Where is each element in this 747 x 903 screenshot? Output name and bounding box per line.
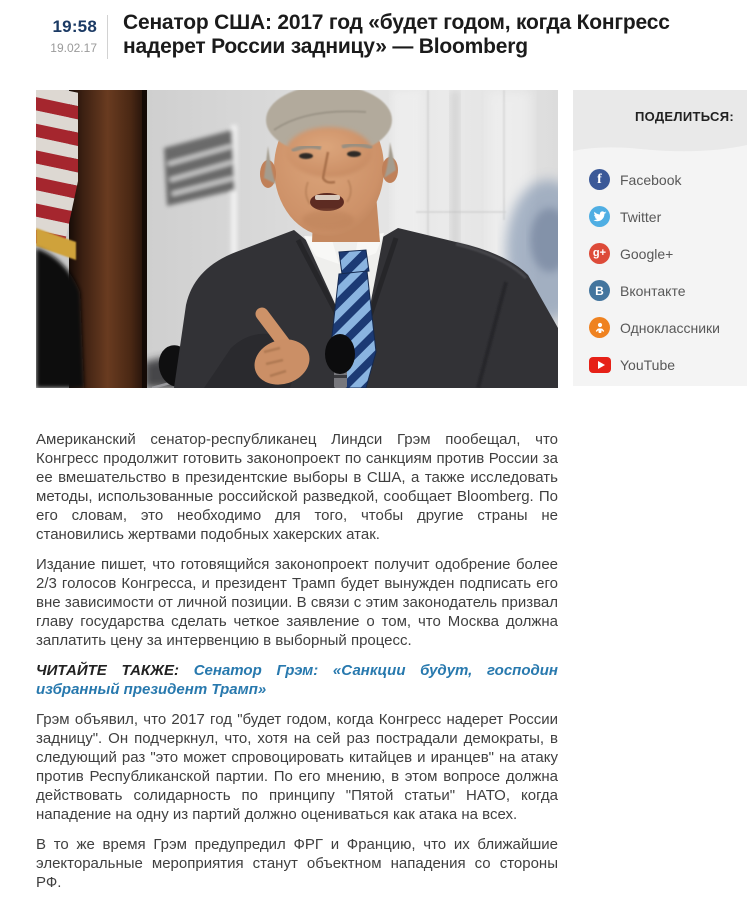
share-item-odnoklassniki[interactable] bbox=[573, 309, 747, 346]
share-item-label: YouTube bbox=[620, 356, 676, 373]
publish-date: 19.02.17 bbox=[50, 41, 97, 55]
publish-time: 19:58 bbox=[52, 17, 97, 36]
article-paragraph: В то же время Грэм предупредил ФРГ и Францию, что их ближайшие электоральные мероприятия станут объектном нападения со стороны РФ. bbox=[36, 836, 558, 891]
googleplus-icon: g+ bbox=[589, 243, 610, 264]
share-item-label: Twitter bbox=[620, 208, 662, 225]
article-paragraph: Издание пишет, что готовящийся законопроект получит одобрение более 2/3 голосов Конгресса, и президент Трамп будет вынужден подписать его вне зависимости от личной позиции. В связи с этим законодатель призвал главу государства сделать четкое заявление о том, что Москва должна заплатить цену за интервенцию в выборный процесс. bbox=[36, 556, 558, 649]
share-item-vkontakte[interactable] bbox=[573, 272, 747, 309]
share-item-label: Одноклассники bbox=[620, 319, 721, 336]
article-photo-senator-press-conference bbox=[36, 90, 558, 388]
article-body bbox=[36, 430, 558, 903]
read-also-block bbox=[36, 661, 558, 699]
share-header-wave bbox=[573, 142, 747, 156]
share-item-googleplus[interactable] bbox=[573, 235, 747, 272]
share-sidebar bbox=[573, 90, 747, 386]
share-item-twitter[interactable] bbox=[573, 198, 747, 235]
article-paragraph: Грэм объявил, что 2017 год "будет годом, когда Конгресс надерет России задницу". Он подчеркнул, что, хотя на сей раз пострадали демократы, в следующий раз "это может спровоцировать китайцев и иранцев" на атаку против Республиканской партии. По его мнению, в этом вопросе должна действовать солидарность по принципу "Пятой статьи" НАТО, когда нападение на одну из партий должно оцениваться как атака на всех. bbox=[36, 711, 558, 823]
share-item-label: Google+ bbox=[620, 245, 674, 262]
publish-time-block bbox=[36, 17, 97, 55]
article-title: Сенатор США: 2017 год «будет годом, когда Конгресс надерет России задницу» — Bloomberg bbox=[123, 11, 670, 58]
share-item-label: Вконтакте bbox=[620, 282, 686, 299]
header-divider bbox=[107, 15, 108, 59]
share-item-facebook[interactable] bbox=[573, 161, 747, 198]
youtube-icon bbox=[589, 357, 611, 373]
article-paragraph: Американский сенатор-республиканец Линдси Грэм пообещал, что Конгресс продолжит готовить законопроект по санкциям против России за ее вмешательство в президентские выборы в США, а также исследовать методы, использованные российской разведкой, сообщает Bloomberg. По его словам, это необходимо для того, чтобы другие страны не становились жертвами подобных хакерских атак. bbox=[36, 431, 558, 543]
share-header: ПОДЕЛИТЬСЯ: bbox=[573, 90, 747, 142]
share-list bbox=[573, 156, 747, 383]
odnoklassniki-icon bbox=[589, 317, 610, 338]
twitter-icon bbox=[589, 206, 610, 227]
read-also-link[interactable]: Сенатор Грэм: «Санкции будут, господин избранный президент Трамп» bbox=[36, 662, 558, 698]
share-item-youtube[interactable] bbox=[573, 346, 747, 383]
vk-icon: В bbox=[589, 280, 610, 301]
facebook-icon: f bbox=[589, 169, 610, 190]
share-item-label: Facebook bbox=[620, 171, 682, 188]
read-also-label: ЧИТАЙТЕ ТАКЖЕ: bbox=[36, 662, 180, 679]
